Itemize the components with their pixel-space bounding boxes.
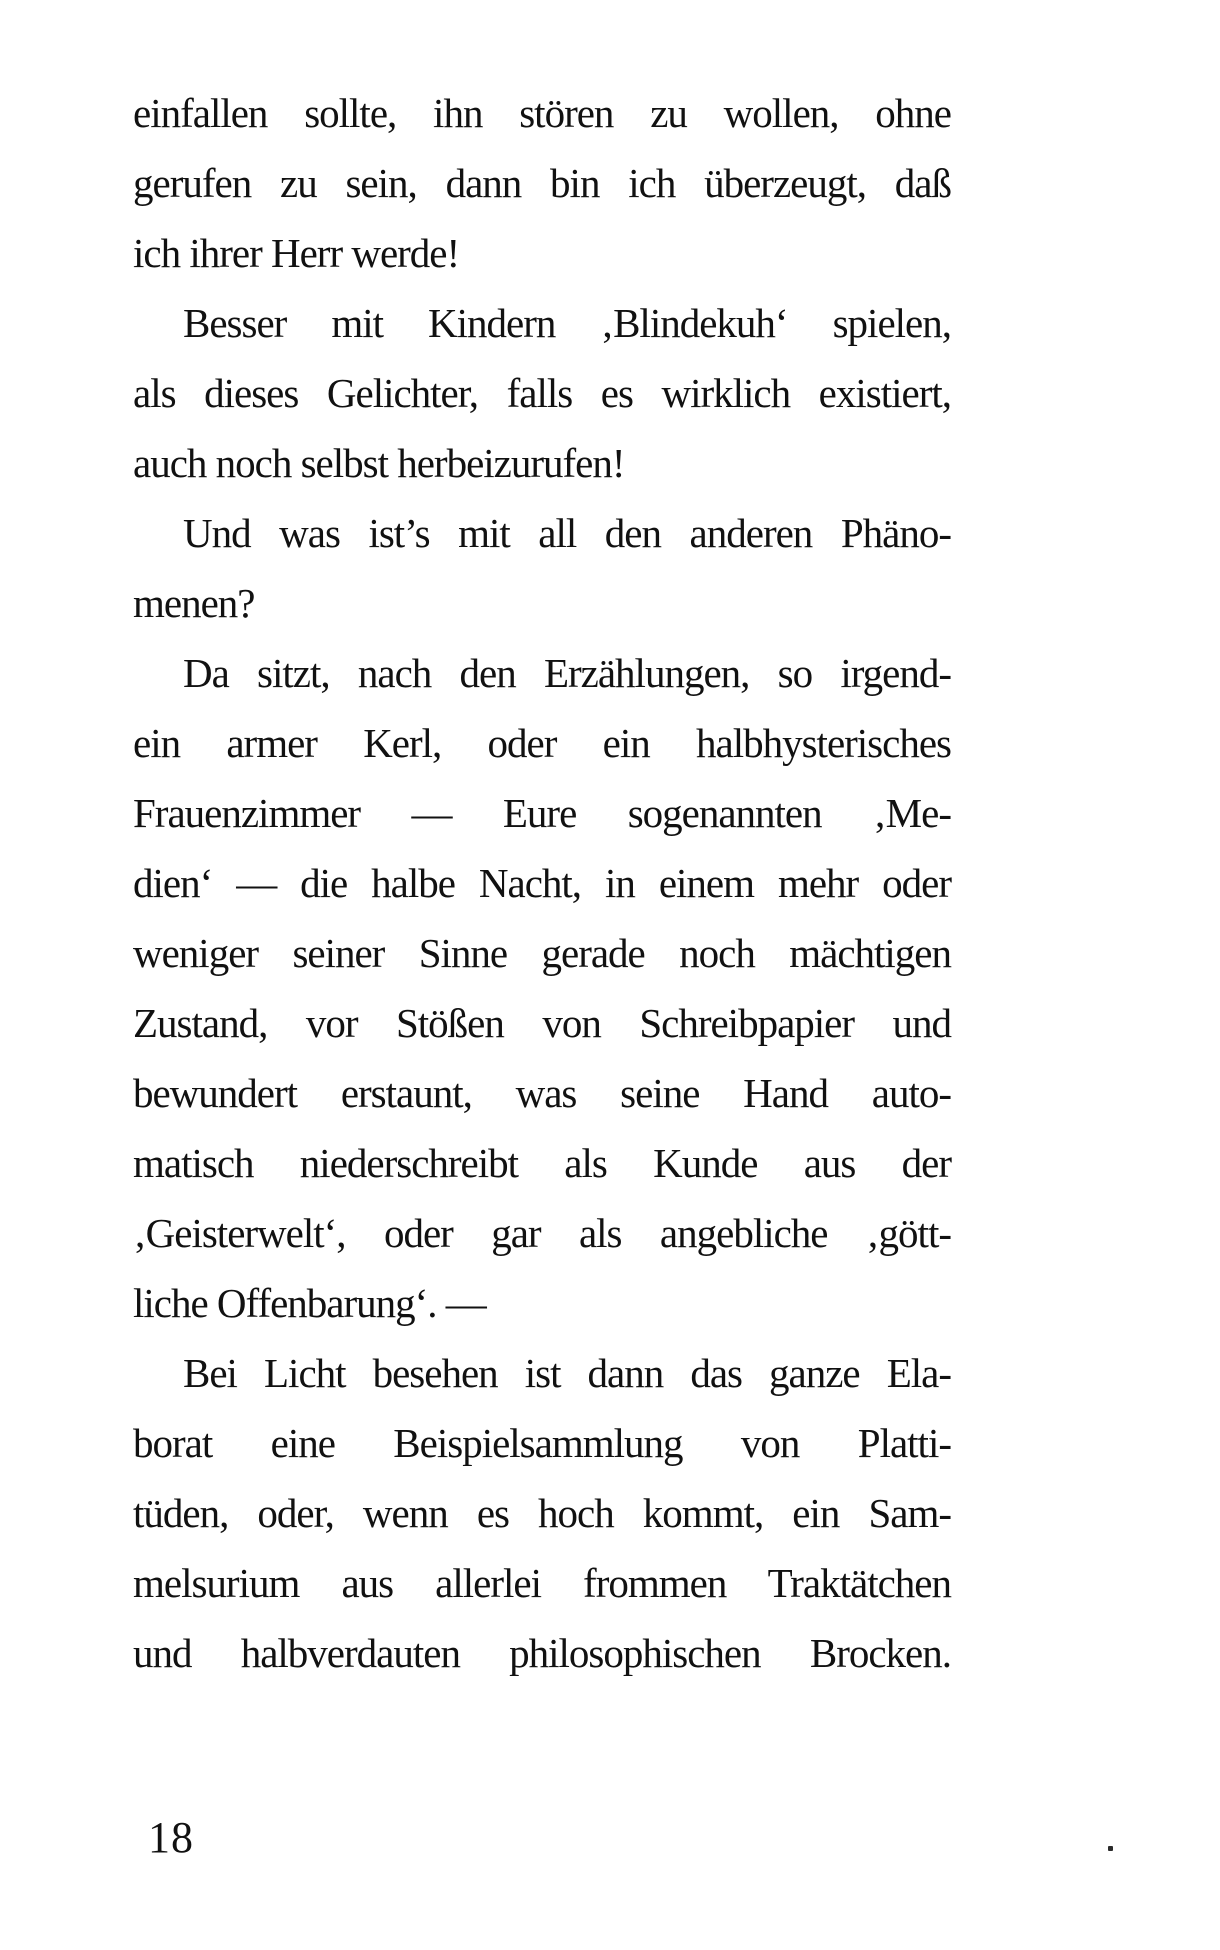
- text-line: Da sitzt, nach den Erzählungen, so irgend-: [183, 650, 951, 696]
- text-line: menen?: [133, 580, 255, 626]
- text-line: Frauenzimmer — Eure sogenannten ‚Me-: [133, 790, 951, 836]
- text-line: Und was ist’s mit all den anderen Phäno-: [183, 510, 951, 556]
- page-number: 18: [148, 1813, 194, 1862]
- text-line: bewundert erstaunt, was seine Hand auto-: [133, 1070, 951, 1116]
- text-line: ein armer Kerl, oder ein halbhysterisches: [133, 720, 951, 766]
- text-line: matisch niederschreibt als Kunde aus der: [133, 1140, 951, 1186]
- body-text: [133, 78, 951, 1688]
- text-line: weniger seiner Sinne gerade noch mächtigen: [133, 930, 951, 976]
- text-line: und halbverdauten philosophischen Brocken.: [133, 1630, 951, 1676]
- text-line: als dieses Gelichter, falls es wirklich existiert,: [133, 370, 951, 416]
- text-line: dien‘ — die halbe Nacht, in einem mehr oder: [133, 860, 951, 906]
- scan-speck: [1108, 1846, 1113, 1851]
- text-line: einfallen sollte, ihn stören zu wollen, ohne: [133, 90, 951, 136]
- text-line: tüden, oder, wenn es hoch kommt, ein Sam-: [133, 1490, 951, 1536]
- text-line: gerufen zu sein, dann bin ich überzeugt, daß: [133, 160, 951, 206]
- text-line: ‚Geisterwelt‘, oder gar als angebliche ‚gött-: [133, 1210, 951, 1256]
- text-line: Zustand, vor Stößen von Schreibpapier und: [133, 1000, 951, 1046]
- text-line: melsurium aus allerlei frommen Traktätchen: [133, 1560, 951, 1606]
- text-line: ich ihrer Herr werde!: [133, 230, 460, 276]
- text-line: Besser mit Kindern ‚Blindekuh‘ spielen,: [183, 300, 951, 346]
- text-line: Bei Licht besehen ist dann das ganze Ela-: [183, 1350, 951, 1396]
- text-line: borat eine Beispielsammlung von Platti-: [133, 1420, 951, 1466]
- text-line: auch noch selbst herbeizurufen!: [133, 440, 625, 486]
- text-line: liche Offenbarung‘. —: [133, 1280, 486, 1326]
